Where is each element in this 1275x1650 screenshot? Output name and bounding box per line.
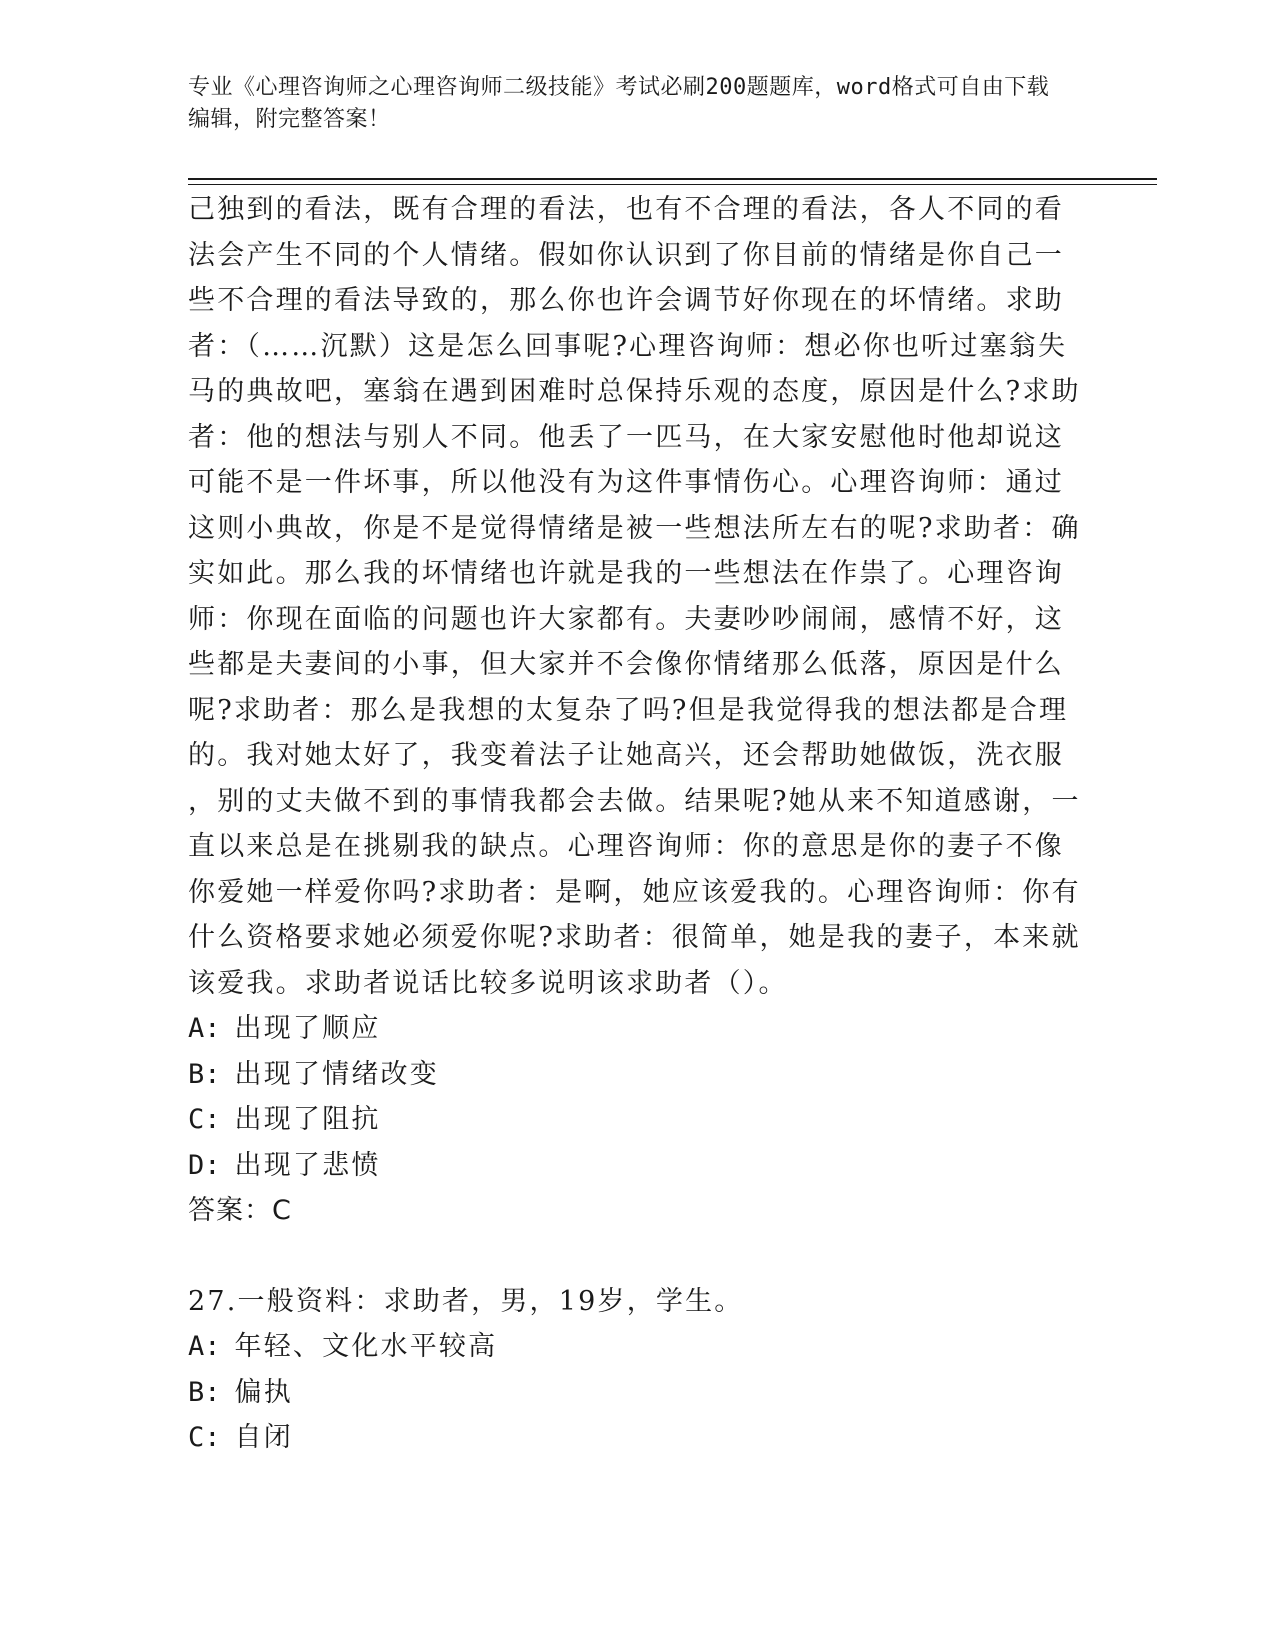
- question-27-options: [188, 1324, 1088, 1461]
- stem-line: 些不合理的看法导致的，那么你也许会调节好你现在的坏情绪。求助: [188, 285, 1064, 316]
- option-b: [188, 1052, 1088, 1098]
- option-text: 出现了情绪改变: [234, 1058, 439, 1090]
- option-c: [188, 1415, 1088, 1461]
- option-c: [188, 1097, 1088, 1143]
- option-text: 自闭: [234, 1422, 293, 1453]
- option-key: B:: [188, 1376, 221, 1408]
- option-key: C:: [188, 1104, 221, 1135]
- question-gap: [188, 1234, 1088, 1279]
- option-text: 出现了悲愤: [234, 1149, 381, 1181]
- document-header: 专业《心理咨询师之心理咨询师二级技能》考试必刷200题题库，word格式可自由下载编辑，附完整答案！: [188, 75, 1050, 132]
- option-text: 偏执: [234, 1376, 293, 1408]
- stem-line: 可能不是一件坏事，所以他没有为这件事情伤心。心理咨询师：通过: [188, 467, 1064, 498]
- stem-line: 己独到的看法，既有合理的看法，也有不合理的看法，各人不同的看: [188, 194, 1064, 225]
- stem-line: 者：（……沉默）这是怎么回事呢?心理咨询师：想必你也听过塞翁失: [188, 330, 1068, 362]
- option-b: [188, 1370, 1088, 1416]
- question-26-stem: [188, 187, 1088, 1006]
- stem-line: 法会产生不同的个人情绪。假如你认识到了你目前的情绪是你自己一: [188, 239, 1064, 271]
- answer-line: 答案：C: [188, 1195, 292, 1226]
- option-text: 出现了阻抗: [234, 1104, 381, 1135]
- header-divider-thin: [188, 184, 1157, 185]
- stem-line: 马的典故吧，塞翁在遇到困难时总保持乐观的态度，原因是什么?求助: [188, 376, 1081, 407]
- question-26-options: [188, 1006, 1088, 1188]
- stem-line: 直以来总是在挑剔我的缺点。心理咨询师：你的意思是你的妻子不像: [188, 831, 1064, 862]
- option-key: C:: [188, 1422, 221, 1453]
- stem-line: ，别的丈夫做不到的事情我都会去做。结果呢?她从来不知道感谢，一: [188, 785, 1081, 817]
- stem-line: 什么资格要求她必须爱你呢?求助者：很简单，她是我的妻子，本来就: [188, 922, 1081, 953]
- option-text: 出现了顺应: [234, 1013, 381, 1044]
- stem-line: 师：你现在面临的问题也许大家都有。夫妻吵吵闹闹，感情不好，这: [188, 603, 1064, 635]
- option-key: B:: [188, 1058, 221, 1090]
- document-body: [188, 187, 1088, 1461]
- stem-line: 该爱我。求助者说话比较多说明该求助者（）。: [188, 967, 788, 999]
- question-27-stem: 27.一般资料：求助者，男，19岁，学生。: [188, 1285, 744, 1317]
- stem-line: 些都是夫妻间的小事，但大家并不会像你情绪那么低落，原因是什么: [188, 649, 1064, 680]
- header-divider-thick: [188, 178, 1157, 180]
- stem-line: 这则小典故，你是不是觉得情绪是被一些想法所左右的呢?求助者：确: [188, 512, 1081, 544]
- option-key: D:: [188, 1149, 221, 1181]
- stem-line: 呢?求助者：那么是我想的太复杂了吗?但是我觉得我的想法都是合理: [188, 694, 1069, 726]
- option-key: A:: [188, 1331, 221, 1362]
- option-a: [188, 1324, 1088, 1370]
- stem-line: 实如此。那么我的坏情绪也许就是我的一些想法在作祟了。心理咨询: [188, 558, 1064, 589]
- option-text: 年轻、文化水平较高: [234, 1331, 498, 1362]
- stem-line: 你爱她一样爱你吗?求助者：是啊，她应该爱我的。心理咨询师：你有: [188, 876, 1081, 908]
- option-key: A:: [188, 1013, 221, 1044]
- option-a: [188, 1006, 1088, 1052]
- stem-line: 者：他的想法与别人不同。他丢了一匹马，在大家安慰他时他却说这: [188, 421, 1064, 453]
- option-d: [188, 1143, 1088, 1189]
- stem-line: 的。我对她太好了，我变着法子让她高兴，还会帮助她做饭，洗衣服: [188, 740, 1064, 771]
